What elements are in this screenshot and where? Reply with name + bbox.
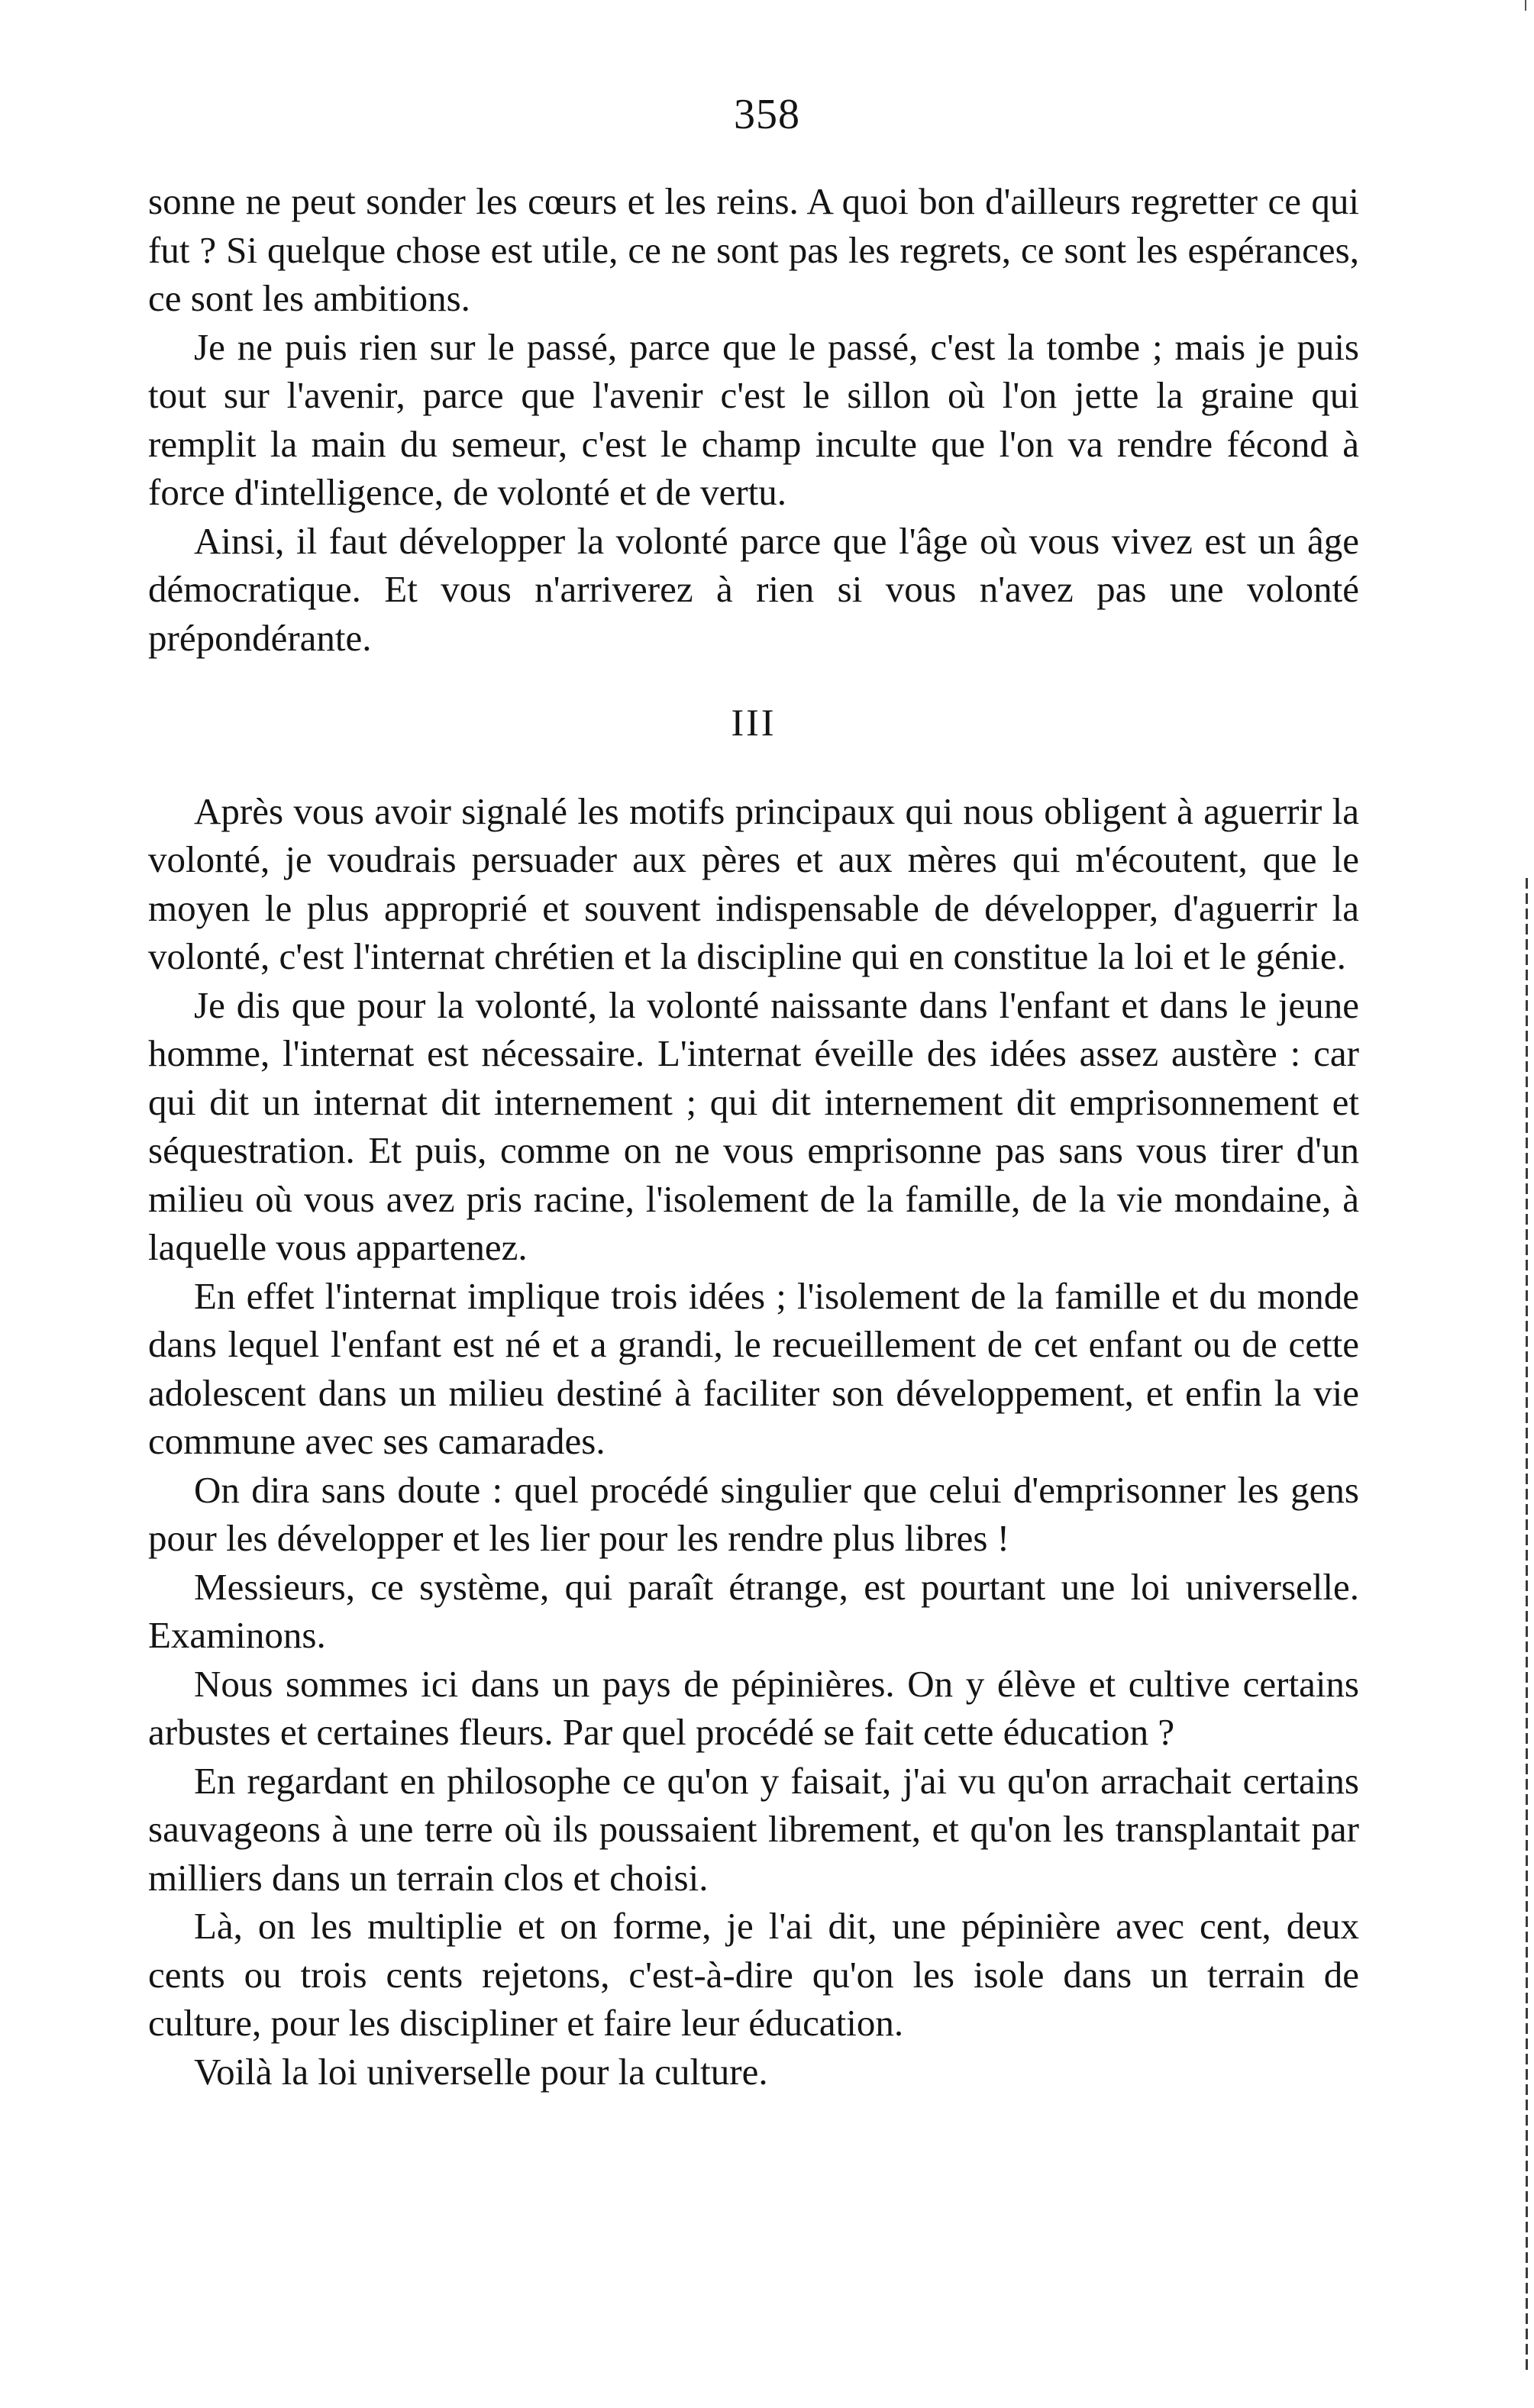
paragraph: On dira sans doute : quel procédé singulier que celui d'emprisonner les gens pour les développer et les lier pour les rendre plus libres ! xyxy=(148,1468,1359,1559)
paragraph: Après vous avoir signalé les motifs principaux qui nous obligent à aguerrir la volonté, je voudrais persuader aux pères et aux mères qui m'écoutent, que le moyen le plus approprié et souvent indispensable de développer, d'aguerrir la volonté, c'est l'internat chrétien et la discipline qui en constitue la loi et le génie. xyxy=(148,789,1359,977)
paragraph: Nous sommes ici dans un pays de pépinières. On y élève et cultive certains arbustes et certaines fleurs. Par quel procédé se fait cette éducation ? xyxy=(148,1662,1359,1753)
paragraph: sonne ne peut sonder les cœurs et les reins. A quoi bon d'ailleurs regretter ce qui fut ? Si quelque chose est utile, ce ne sont pas les regrets, ce sont les espérances, ce sont les ambitions. xyxy=(148,180,1359,319)
paragraph: Voilà la loi universelle pour la culture. xyxy=(194,2050,768,2093)
paragraph: Ainsi, il faut développer la volonté parce que l'âge où vous vivez est un âge démocratique. Et vous n'arriverez à rien si vous n'avez pas une volonté prépondérante. xyxy=(148,519,1359,659)
paragraph: Messieurs, ce système, qui paraît étrange, est pourtant une loi universelle. Examinons. xyxy=(148,1565,1359,1656)
page-edge-rule xyxy=(1526,878,1528,2374)
paragraph: Je dis que pour la volonté, la volonté naissante dans l'enfant et dans le jeune homme, l'internat est nécessaire. L'internat éveille des idées assez austère : car qui dit un internat dit internement ; qui dit internement dit emprisonnement et séquestration. Et puis, comme on ne vous emprisonne pas sans vous tirer d'un milieu où vous avez pris racine, l'isolement de la famille, de la vie mondaine, à laquelle vous appartenez. xyxy=(148,983,1359,1268)
page-body xyxy=(148,177,1359,2096)
page-number: 358 xyxy=(734,91,800,138)
section-heading: III xyxy=(731,701,777,744)
paragraph: Je ne puis rien sur le passé, parce que le passé, c'est la tombe ; mais je puis tout sur l'avenir, parce que l'avenir c'est le sillon où l'on jette la graine qui remplit la main du semeur, c'est le champ inculte que l'on va rendre fécond à force d'intelligence, de volonté et de vertu. xyxy=(148,325,1359,513)
paragraph: En regardant en philosophe ce qu'on y faisait, j'ai vu qu'on arrachait certains sauvageons à une terre où ils poussaient librement, et qu'on les transplantait par milliers dans un terrain clos et choisi. xyxy=(148,1759,1359,1899)
paragraph: En effet l'internat implique trois idées ; l'isolement de la famille et du monde dans lequel l'enfant est né et a grandi, le recueillement de cet enfant ou de cette adolescent dans un milieu destiné à faciliter son développement, et enfin la vie commune avec ses camarades. xyxy=(148,1274,1359,1462)
paragraph: Là, on les multiplie et on forme, je l'ai dit, une pépinière avec cent, deux cents ou trois cents rejetons, c'est-à-dire qu'on les isole dans un terrain de culture, pour les discipliner et faire leur éducation. xyxy=(148,1905,1359,2044)
corner-mark xyxy=(1525,0,1534,11)
